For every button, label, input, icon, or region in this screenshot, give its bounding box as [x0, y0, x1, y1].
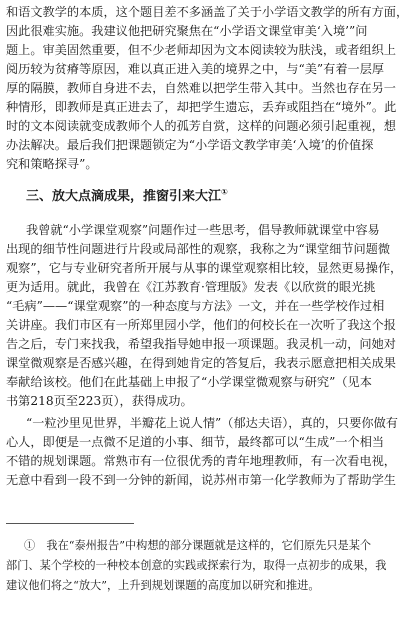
paragraph-1-line: 和语文教学的本质，这个题目差不多涵盖了关于小学语文教学的所有方面， — [6, 5, 409, 19]
paragraph-1-line: 阅历较为贫瘠等原因，难以真正进入美的境界之中，与“美”有着一层厚 — [6, 62, 385, 76]
paragraph-2-line: 更为适用。就此，我曾在《江苏教育·管理版》发表《以欣赏的眼光挑 — [6, 280, 376, 294]
section-heading-text: 三、放大点滴成果，推窗引来大江 — [26, 189, 222, 204]
paragraph-1-line: 厚的隔膜，教师自身进不去，自然难以把学生带入其中。当然也存在另一 — [6, 81, 396, 95]
footnote-marker: ① — [221, 189, 228, 197]
paragraph-1-line: 究和策略探寻”。 — [6, 157, 98, 171]
footnote-separator — [6, 523, 134, 524]
paragraph-1-line: 时的文本阅读就变成教师个人的孤芳自赏，这样的问题必须引起重视，想 — [6, 119, 396, 133]
footnote-line: 部门、某个学校的一种校本创意的实践或探索行为，取得一点初步的成果，我 — [6, 559, 387, 572]
paragraph-3-line: 心人，即便是一点微不足道的小事、细节，最终都可以“生成”一个相当 — [6, 435, 385, 449]
paragraph-2-line: 书第218页至223页），获得成功。 — [6, 394, 193, 408]
footnote-line: 建议他们将之“放大”，上升到规划课题的高度加以研究和推进。 — [6, 579, 320, 592]
paragraph-3-line: 不错的规划课题。常熟市有一位很优秀的青年地理教师，有一次看电视， — [6, 454, 396, 468]
paragraph-1-line: 题上。审美固然重要，但不少老师却因为文本阅读较为肤浅，或者组织上 — [6, 43, 396, 57]
paragraph-2-line: 关讲座。我们市区有一所郑里园小学，他们的何校长在一次听了我这个报 — [6, 318, 396, 332]
paragraph-3-line: 无意中看到一段不到一分钟的新闻，说苏州市第一化学教师为了帮助学生 — [6, 473, 396, 487]
paragraph-1-line: 因此很难实施。我建议他把研究聚焦在“小学语文课堂审美‘入境’”问 — [6, 24, 368, 38]
paragraph-2-line: 课堂微观察是否感兴趣，在得到她肯定的答复后，我表示愿意把相关成果 — [6, 356, 396, 370]
paragraph-3-line: “一粒沙里见世界，半瓣花上说人情”（郁达夫语），真的，只要你做有 — [26, 416, 398, 430]
paragraph-1-line: 办法解决。最后我们把课题锁定为“小学语文教学审美‘入境’的价值探 — [6, 138, 374, 152]
paragraph-2-line: 告之后，专门来找我，希望我指导她申报一项课题。我灵机一动，问她对 — [6, 337, 396, 351]
paragraph-1-line: 种情形，即教师是真正进去了，却把学生遗忘，丢弃或阻挡在“境外”。此 — [6, 100, 397, 114]
paragraph-2-line: “毛病”——“课堂观察”的一种态度与方法》一文，并在一些学校作过相 — [6, 299, 385, 313]
paragraph-2-line: 我曾就“小学课堂观察”问题作过一些思考，倡导教师就课堂中容易 — [26, 223, 380, 237]
footnote-line: ① 我在“泰州报告”中构想的部分课题就是这样的，它们原先只是某个 — [24, 539, 372, 552]
paragraph-2-line: 观察”，它与专业研究者所开展与从事的课堂观察相比较，显然更易操作， — [6, 261, 403, 275]
paragraph-2-line: 出现的细节性问题进行片段或局部性的观察，我称之为“课堂细节问题微 — [6, 242, 391, 256]
paragraph-2-line: 奉献给该校。他们在此基础上申报了“小学课堂微观察与研究”（见本 — [6, 375, 372, 389]
section-heading — [26, 189, 409, 205]
